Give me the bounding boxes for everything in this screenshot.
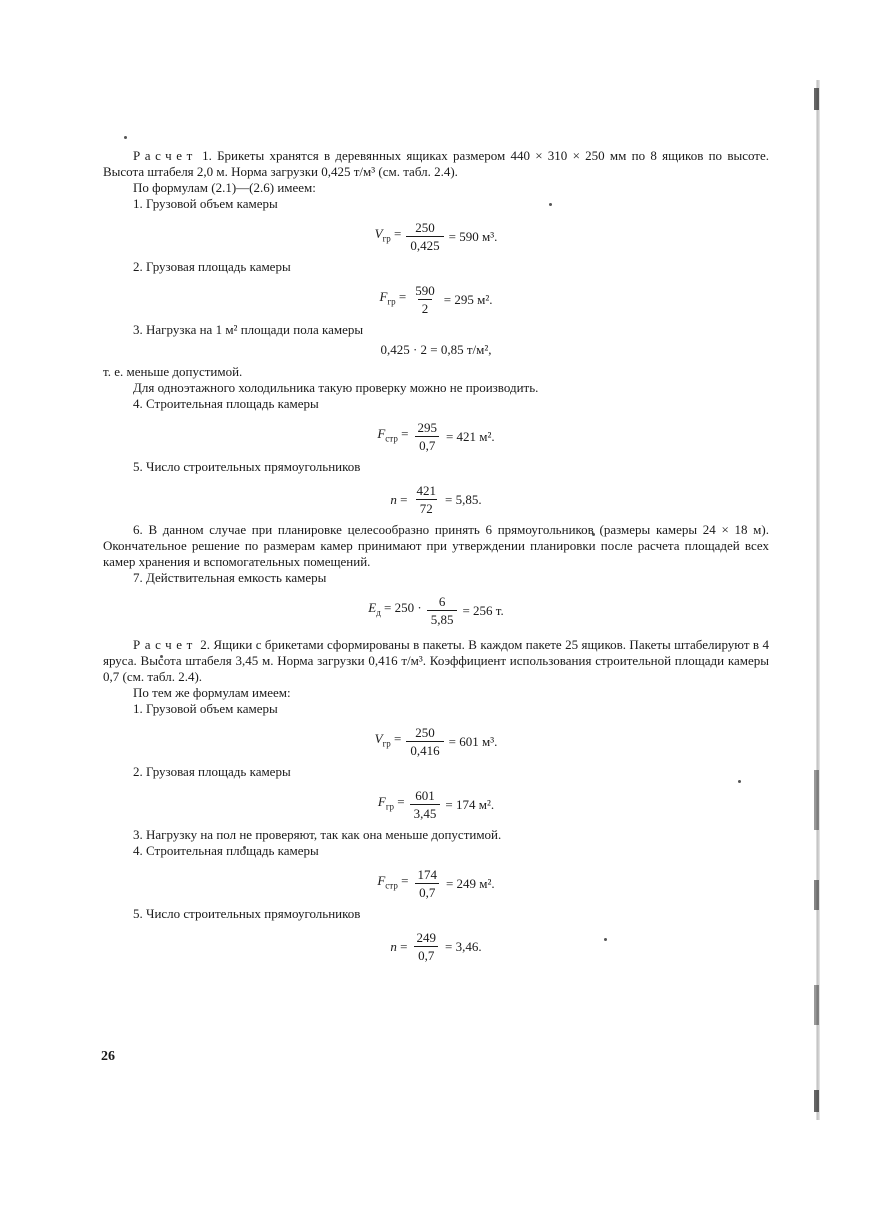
formula-sub: стр <box>385 433 398 444</box>
scan-artifact <box>814 770 819 830</box>
formula-sub: гр <box>382 233 391 244</box>
scan-speck <box>124 136 127 139</box>
fraction-numerator: 250 <box>415 220 435 235</box>
fraction-denominator: 0,416 <box>406 741 443 758</box>
calc1-note2: Для одноэтажного холодильника такую проверку можно не производить. <box>133 380 539 395</box>
calc1-step4: 4. Строительная площадь камеры <box>133 396 319 411</box>
formula-eq: = 250 · <box>380 600 422 616</box>
formula-eq: = <box>395 289 407 305</box>
calc2-formula-volume <box>103 725 769 758</box>
fraction-denominator: 3,45 <box>410 804 441 821</box>
formula-result: = 601 м³. <box>448 733 498 749</box>
calc2-step4: 4. Строительная площадь камеры <box>133 843 319 858</box>
scan-artifact <box>814 985 819 1025</box>
formula-result: = 3,46. <box>445 938 482 954</box>
calc1-formula-building-area <box>103 420 769 453</box>
calc1-formulas-ref: По формулам (2.1)—(2.6) имеем: <box>133 180 316 195</box>
formula-sub: гр <box>382 738 391 749</box>
fraction <box>411 283 439 316</box>
calc1-step5: 5. Число строительных прямоугольников <box>133 459 361 474</box>
calc2-step1: 1. Грузовой объем камеры <box>133 701 278 716</box>
calc1-formula-area <box>103 283 769 316</box>
fraction-numerator: 295 <box>417 420 437 435</box>
calc2-intro <box>103 637 769 685</box>
calc2-formula-area <box>103 788 769 821</box>
scan-artifact <box>814 880 819 910</box>
calc2-intro-text: 2. Ящики с брикетами сформированы в пакеты. В каждом пакете 25 ящиков. Пакеты штабелируют в 4 яруса. Высота штабеля 3,45 м. Норма загрузки 0,416 т/м³. Коэффициент использования строительной площади камеры 0,7 (см. табл. 2.4). <box>103 637 769 684</box>
fraction-numerator: 174 <box>417 867 437 882</box>
calc2-heading: Расчет <box>133 637 197 652</box>
formula-eq: = <box>396 491 408 507</box>
formula-var: V <box>374 731 383 747</box>
fraction-denominator: 2 <box>418 299 433 316</box>
formula-var: F <box>377 794 386 810</box>
formula-result: = 295 м². <box>443 291 493 307</box>
formula-result: = 590 м³. <box>448 228 498 244</box>
calc1-step3: 3. Нагрузка на 1 м² площади пола камеры <box>133 322 364 337</box>
calc1-step1: 1. Грузовой объем камеры <box>133 196 278 211</box>
formula-var: E <box>368 600 377 616</box>
page-binding-edge <box>816 80 820 1120</box>
formula-sub: гр <box>387 296 396 307</box>
fraction-denominator: 0,7 <box>415 883 439 900</box>
calc2-formula-rectangles <box>103 930 769 963</box>
formula-result: = 421 м². <box>445 428 495 444</box>
formula-eq: = <box>394 794 405 810</box>
page-number: 26 <box>101 1049 115 1064</box>
fraction-numerator: 249 <box>416 930 436 945</box>
formula-result: = 174 м². <box>445 796 495 812</box>
fraction-numerator: 6 <box>438 594 446 609</box>
fraction <box>413 420 441 453</box>
formula-sub: стр <box>385 880 398 891</box>
formula-result: = 256 т. <box>462 602 504 618</box>
calc1-step7: 7. Действительная емкость камеры <box>133 570 327 585</box>
calc2-step2: 2. Грузовая площадь камеры <box>133 764 291 779</box>
fraction-numerator: 421 <box>416 483 436 498</box>
fraction <box>406 725 443 758</box>
formula-var: n <box>390 938 397 954</box>
calc1-intro-text: 1. Брикеты хранятся в деревянных ящиках размером 440 × 310 × 250 мм по 8 ящиков по высоте. Высота штабеля 2,0 м. Норма загрузки 0,425 т/м³ (см. табл. 2.4). <box>103 148 769 179</box>
fraction <box>413 867 441 900</box>
calc1-heading: Расчет <box>133 148 197 163</box>
formula-sub: гр <box>385 801 395 812</box>
fraction-denominator: 0,7 <box>415 436 439 453</box>
formula-eq: = <box>396 938 408 954</box>
fraction-denominator: 0,425 <box>406 236 443 253</box>
formula-var: F <box>379 289 388 305</box>
calc1-formula-rectangles <box>103 483 769 516</box>
fraction <box>410 788 441 821</box>
fraction <box>413 930 441 963</box>
formula-var: V <box>374 226 383 242</box>
calc2-step3: 3. Нагрузку на пол не проверяют, так как она меньше допустимой. <box>133 827 502 842</box>
calc2-formulas-ref: По тем же формулам имеем: <box>133 685 291 700</box>
formula-eq: = <box>390 731 402 747</box>
fraction <box>413 483 441 516</box>
scan-artifact <box>814 1090 819 1112</box>
fraction-numerator: 590 <box>415 283 435 298</box>
formula-eq: = <box>397 426 409 442</box>
formula-eq: = <box>390 226 402 242</box>
fraction <box>427 594 458 627</box>
formula-eq: = <box>397 873 409 889</box>
calc2-formula-building-area <box>103 867 769 900</box>
calc1-step2: 2. Грузовая площадь камеры <box>133 259 291 274</box>
formula-var: n <box>390 491 397 507</box>
page-content <box>103 148 769 969</box>
calc1-intro <box>103 148 769 180</box>
calc1-step6: 6. В данном случае при планировке целесообразно принять 6 прямоугольников (размеры камеры 24 × 18 м). Окончательное решение по размерам камер принимают при утверждении планировки после расчета площадей всех камер хранения и вспомогательных помещений. <box>103 522 769 569</box>
fraction-numerator: 601 <box>415 788 435 803</box>
formula-var: F <box>377 873 386 889</box>
formula-result: = 5,85. <box>445 491 482 507</box>
formula-sub: д <box>376 607 381 618</box>
calc1-formula-load: 0,425 · 2 = 0,85 т/м², <box>380 342 492 357</box>
fraction-denominator: 72 <box>416 499 437 516</box>
fraction-denominator: 5,85 <box>427 610 458 627</box>
fraction-denominator: 0,7 <box>414 946 438 963</box>
calc1-formula-capacity <box>103 594 769 627</box>
fraction <box>406 220 443 253</box>
formula-var: F <box>377 426 386 442</box>
fraction-numerator: 250 <box>415 725 435 740</box>
formula-result: = 249 м². <box>445 875 495 891</box>
scan-artifact <box>814 88 819 110</box>
calc2-step5: 5. Число строительных прямоугольников <box>133 906 361 921</box>
calc1-note1: т. е. меньше допустимой. <box>103 364 243 379</box>
calc1-formula-volume <box>103 220 769 253</box>
